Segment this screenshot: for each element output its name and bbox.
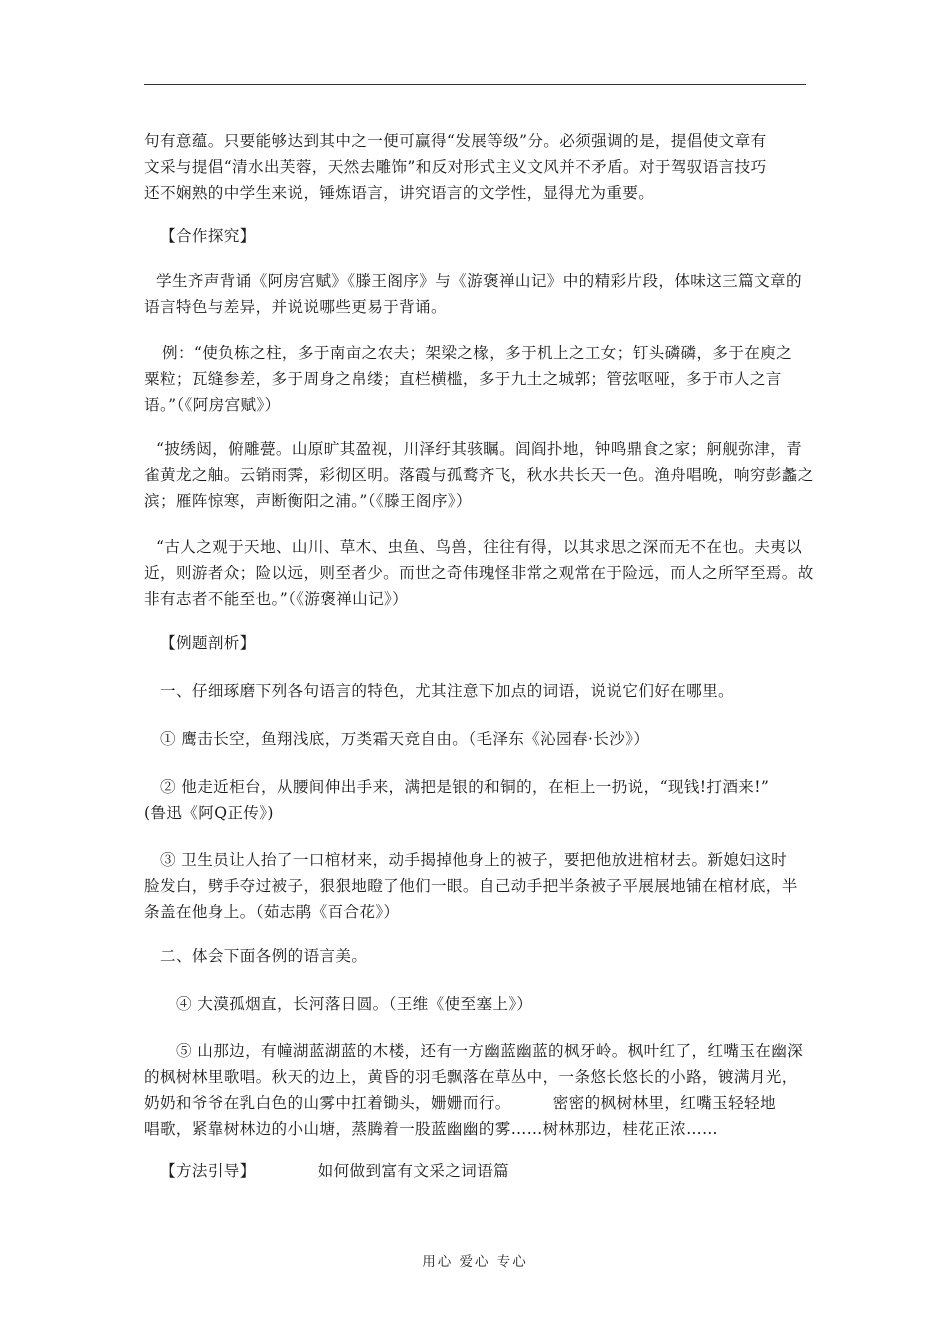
heading-text: 【合作探究】 xyxy=(160,227,256,245)
sentence-4 xyxy=(176,991,844,1017)
heading-text: 【方法引导】 xyxy=(160,1162,256,1180)
sentence-2 xyxy=(144,774,812,826)
text-line: “披绣闼，俯雕甍。山原旷其盈视，川泽纡其骇瞩。闾阎扑地，钟鸣鼎食之家；舸舰弥津，青 xyxy=(156,440,803,458)
paragraph-recite xyxy=(144,268,812,320)
heading-text: 【例题剖析】 xyxy=(160,634,256,652)
text-line: 条盖在他身上。（茹志鹃《百合花》） xyxy=(144,903,400,921)
text-line: 还不娴熟的中学生来说，锤炼语言，讲究语言的文学性，显得尤为重要。 xyxy=(144,184,655,202)
text-line: 文采与提倡“清水出芙蓉，天然去雕饰”和反对形式主义文风并不矛盾。对于驾驭语言技巧 xyxy=(144,158,767,176)
text-line: 脸发白，劈手夺过被子，狠狠地瞪了他们一眼。自己动手把半条被子平展展地铺在棺材底，半 xyxy=(144,877,798,895)
header-rule xyxy=(144,84,806,85)
method-title: 如何做到富有文采之词语篇 xyxy=(317,1162,509,1180)
text-line: 近，则游者众；险以远，则至者少。而世之奇伟瑰怪非常之观常在于险远，而人之所罕至焉。故 xyxy=(144,564,814,582)
sentence-5 xyxy=(144,1038,812,1142)
question-two xyxy=(160,943,828,969)
text-line: 二、体会下面各例的语言美。 xyxy=(160,947,368,965)
section-heading-liti xyxy=(160,630,828,656)
paragraph-intro xyxy=(144,128,812,206)
text-segment: 密密的枫树林里，红嘴玉轻轻地 xyxy=(552,1094,776,1112)
paragraph-example-afanggong xyxy=(144,340,812,418)
text-line: 学生齐声背诵《阿房宫赋》《滕王阁序》与《游褒禅山记》中的精彩片段，体味这三篇文章的 xyxy=(156,272,802,290)
section-heading-hezuo xyxy=(160,223,828,249)
paragraph-example-youbaochan xyxy=(144,534,812,612)
text-line: ② 他走近柜台，从腰间伸出手来，满把是银的和铜的，在柜上一扔说，“现钱!打酒来!” xyxy=(160,778,770,796)
text-line: ③ 卫生员让人抬了一口棺材来，动手揭掉他身上的被子，要把他放进棺材去。新媳妇这时 xyxy=(160,851,788,869)
text-segment: 奶奶和爷爷在乳白色的山雾中扛着锄头，姗姗而行。 xyxy=(144,1094,511,1112)
text-line: 滨；雁阵惊寒，声断衡阳之浦。”（《滕王阁序》） xyxy=(144,492,472,510)
paragraph-example-tengwangge xyxy=(144,436,812,514)
text-line xyxy=(160,1158,828,1184)
text-line: 的枫树林里歌唱。秋天的边上，黄昏的羽毛飘落在草丛中，一条悠长悠长的小路，镀满月光， xyxy=(144,1068,798,1086)
text-line: 一、仔细琢磨下列各句语言的特色，尤其注意下加点的词语，说说它们好在哪里。 xyxy=(160,682,734,700)
text-line: 唱歌，紧靠树林边的小山塘，蒸腾着一股蓝幽幽的雾……树林那边，桂花正浓…… xyxy=(144,1120,718,1138)
text-line: 句有意蕴。只要能够达到其中之一便可赢得“发展等级”分。必须强调的是，提倡使文章有 xyxy=(144,132,767,150)
sentence-3 xyxy=(144,847,812,925)
text-line: 语言特色与差异，并说说哪些更易于背诵。 xyxy=(144,298,447,316)
text-line: 雀黄龙之舳。云销雨霁，彩彻区明。落霞与孤鹜齐飞，秋水共长天一色。渔舟唱晚，响穷彭蠡之 xyxy=(144,466,814,484)
page-footer: 用心 爱心 专心 xyxy=(422,1254,528,1270)
text-line: “古人之观于天地、山川、草木、虫鱼、鸟兽，往往有得，以其求思之深而无不在也。夫夷以 xyxy=(156,538,803,556)
text-line: ① 鹰击长空，鱼翔浅底，万类霜天竞自由。（毛泽东《沁园春·长沙》） xyxy=(160,730,650,748)
text-line: 语。”（《阿房宫赋》） xyxy=(144,396,281,414)
section-heading-fangfa xyxy=(160,1158,828,1184)
text-line: ⑤ 山那边，有幢湖蓝湖蓝的木楼，还有一方幽蓝幽蓝的枫牙岭。枫叶红了，红嘴玉在幽深 xyxy=(176,1042,804,1060)
question-one xyxy=(160,678,828,704)
text-line: 非有志者不能至也。”（《游褒禅山记》） xyxy=(144,590,409,608)
text-line: 例：“使负栋之柱，多于南亩之农夫；架梁之椽，多于机上之工女；钉头磷磷，多于在庾之 xyxy=(162,344,793,362)
text-line: (鲁迅《阿Q正传》) xyxy=(144,804,274,822)
text-line xyxy=(144,1090,812,1116)
sentence-1 xyxy=(160,726,828,752)
text-line: 粟粒；瓦缝参差，多于周身之帛缕；直栏横槛，多于九土之城郭；管弦呕哑，多于市人之言 xyxy=(144,370,782,388)
text-line: ④ 大漠孤烟直，长河落日圆。（王维《使至塞上》） xyxy=(176,995,533,1013)
